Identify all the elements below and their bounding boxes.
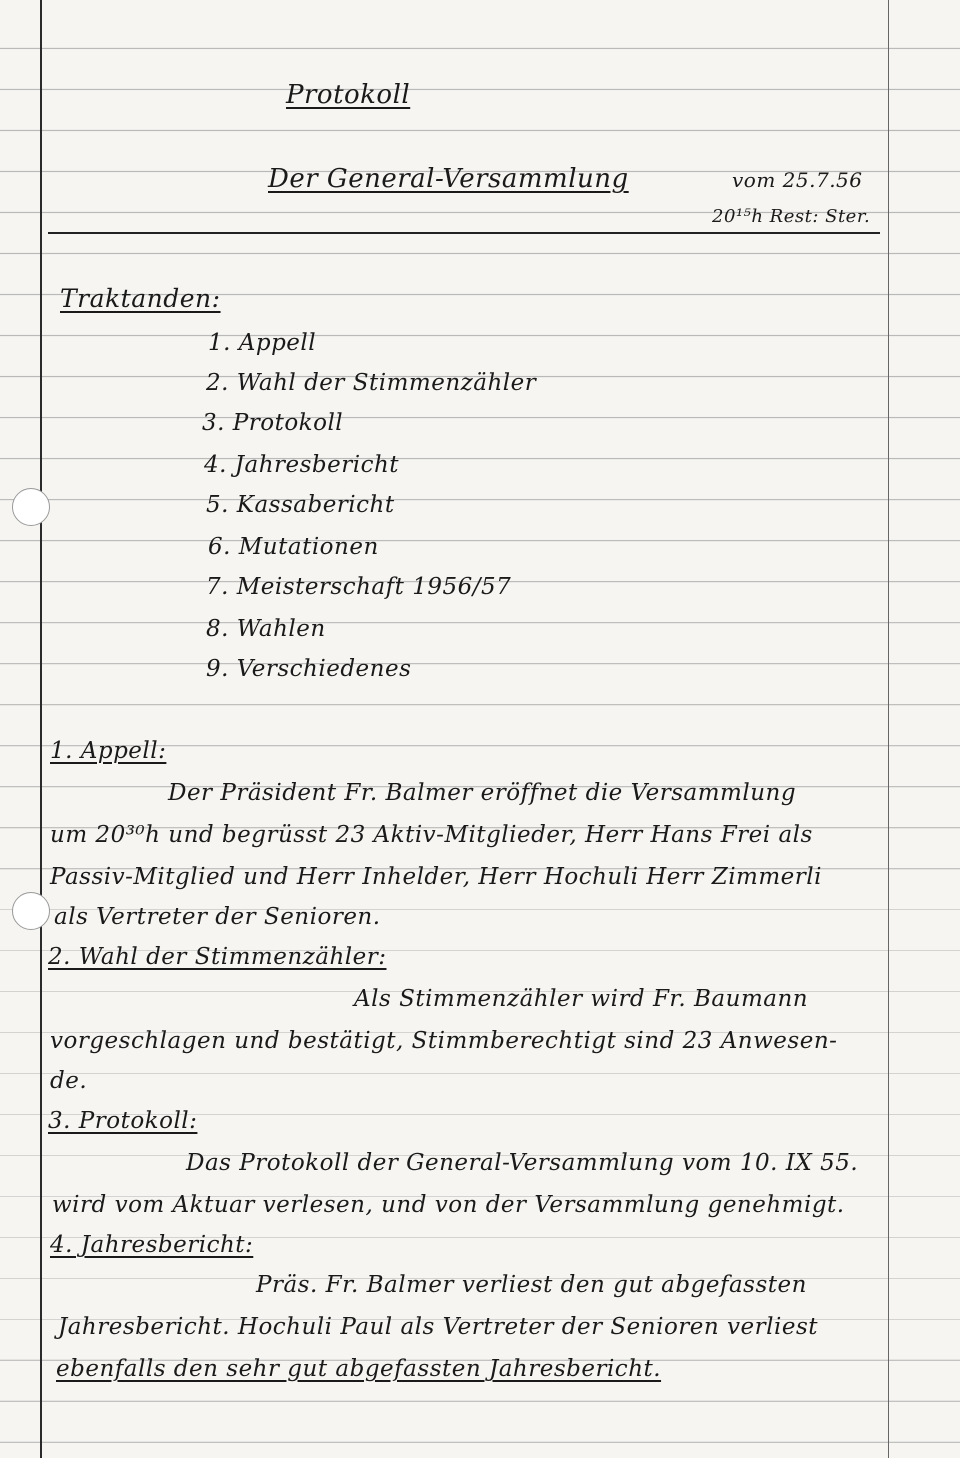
agenda-item: 1. Appell [208, 330, 317, 356]
section-heading: 3. Protokoll: [48, 1108, 198, 1134]
agenda-item: 2. Wahl der Stimmenzähler [206, 370, 537, 396]
section-heading: 4. Jahresbericht: [50, 1232, 254, 1258]
section-line: ebenfalls den sehr gut abgefassten Jahresbericht. [56, 1356, 662, 1382]
section-line: Präs. Fr. Balmer verliest den gut abgefassten [256, 1272, 807, 1298]
section-line: um 20³⁰h und begrüsst 23 Aktiv-Mitglieder, Herr Hans Frei als [50, 822, 813, 848]
agenda-item: 5. Kassabericht [206, 492, 395, 518]
agenda-item: 4. Jahresbericht [204, 452, 400, 478]
section-line: als Vertreter der Senioren. [54, 904, 381, 930]
right-margin-line [888, 0, 889, 1458]
agenda-item: 7. Meisterschaft 1956/57 [206, 574, 512, 600]
punch-hole [12, 488, 50, 526]
section-line: wird vom Aktuar verlesen, und von der Versammlung genehmigt. [52, 1192, 845, 1218]
section-line: vorgeschlagen und bestätigt, Stimmberechtigt sind 23 Anwesen- [50, 1028, 838, 1054]
margin-line [40, 0, 42, 1458]
section-line: Als Stimmenzähler wird Fr. Baumann [354, 986, 809, 1012]
agenda-item: 8. Wahlen [206, 616, 326, 642]
section-line: Das Protokoll der General-Versammlung vom 10. IX 55. [186, 1150, 859, 1176]
punch-hole [12, 892, 50, 930]
agenda-item: 3. Protokoll [202, 410, 344, 436]
section-heading: 2. Wahl der Stimmenzähler: [48, 944, 387, 970]
section-line: Jahresbericht. Hochuli Paul als Vertreter der Senioren verliest [58, 1314, 818, 1340]
meeting-date: vom 25.7.56 [732, 168, 863, 192]
document-title: Protokoll [286, 80, 411, 110]
agenda-item: 6. Mutationen [208, 534, 379, 560]
section-line: Passiv-Mitglied und Herr Inhelder, Herr Hochuli Herr Zimmerli [50, 864, 822, 890]
section-heading: 1. Appell: [50, 738, 167, 764]
agenda-heading: Traktanden: [60, 284, 221, 313]
document-subtitle: Der General-Versammlung [268, 164, 629, 194]
agenda-item: 9. Verschiedenes [206, 656, 412, 682]
section-line: de. [50, 1068, 88, 1094]
section-line: Der Präsident Fr. Balmer eröffnet die Versammlung [168, 780, 797, 806]
header-rule [48, 232, 880, 234]
meeting-time-place: 20¹⁵h Rest: Ster. [712, 206, 871, 227]
